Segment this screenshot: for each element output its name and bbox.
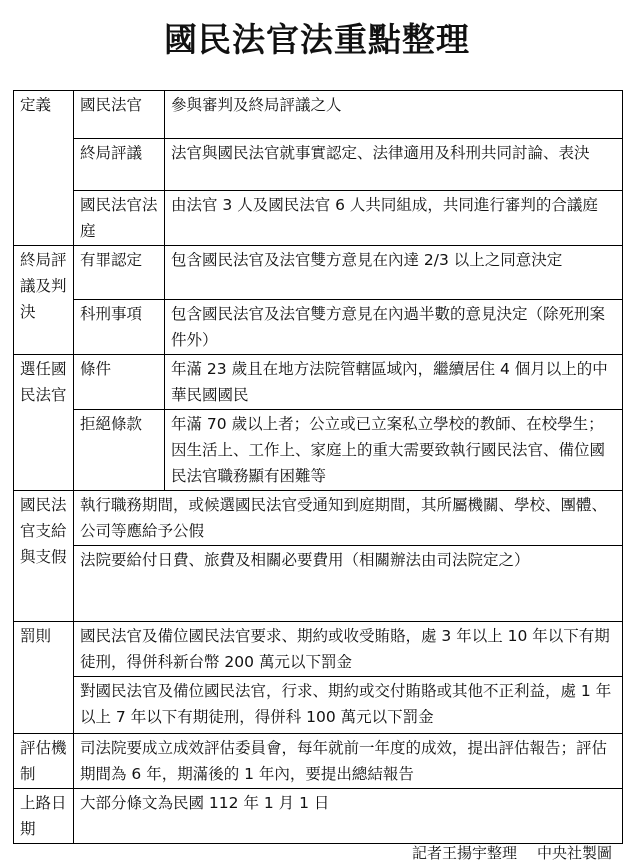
description-cell: 國民法官及備位國民法官要求、期約或收受賄賂，處 3 年以上 10 年以下有期徒刑，得併科新台幣 200 萬元以下罰金 [74, 622, 623, 677]
credit-line [0, 842, 612, 863]
subcategory-cell: 終局評議 [74, 139, 165, 191]
table-row [14, 91, 623, 139]
agency-credit: 中央社製圖 [536, 844, 612, 862]
summary-table [13, 90, 623, 844]
table-row [14, 677, 623, 734]
description-cell: 參與審判及終局評議之人 [165, 91, 623, 139]
category-cell: 國民法官支給與支假 [14, 491, 74, 622]
description-cell: 對國民法官及備位國民法官，行求、期約或交付賄賂或其他不正利益，處 1 年以上 7 年以下有期徒刑，得併科 100 萬元以下罰金 [74, 677, 623, 734]
category-cell: 評估機制 [14, 734, 74, 789]
subcategory-cell: 國民法官法庭 [74, 191, 165, 246]
description-cell: 年滿 23 歲且在地方法院管轄區域內，繼續居住 4 個月以上的中華民國國民 [165, 355, 623, 410]
table-row [14, 622, 623, 677]
description-cell: 法院要給付日費、旅費及相關必要費用（相關辦法由司法院定之） [74, 546, 623, 622]
table-row [14, 734, 623, 789]
description-cell: 包含國民法官及法官雙方意見在內達 2/3 以上之同意決定 [165, 246, 623, 300]
category-cell: 定義 [14, 91, 74, 246]
reporter-credit: 記者王揚宇整理 [411, 844, 517, 862]
page-title: 國民法官法重點整理 [164, 20, 470, 59]
table-row [14, 789, 623, 844]
category-cell: 終局評議及判決 [14, 246, 74, 355]
subcategory-cell: 有罪認定 [74, 246, 165, 300]
description-cell: 由法官 3 人及國民法官 6 人共同組成，共同進行審判的合議庭 [165, 191, 623, 246]
subcategory-cell: 條件 [74, 355, 165, 410]
table-row [14, 355, 623, 410]
subcategory-cell: 科刑事項 [74, 300, 165, 355]
category-cell: 上路日期 [14, 789, 74, 844]
category-cell: 選任國民法官 [14, 355, 74, 491]
table-row [14, 410, 623, 491]
table-row [14, 139, 623, 191]
table-row [14, 191, 623, 246]
table-row [14, 246, 623, 300]
description-cell: 執行職務期間，或候選國民法官受通知到庭期間，其所屬機關、學校、團體、公司等應給予公假 [74, 491, 623, 546]
table-row [14, 546, 623, 622]
description-cell: 年滿 70 歲以上者；公立或已立案私立學校的教師、在校學生；因生活上、工作上、家庭上的重大需要致執行國民法官、備位國民法官職務顯有困難等 [165, 410, 623, 491]
subcategory-cell: 國民法官 [74, 91, 165, 139]
description-cell: 大部分條文為民國 112 年 1 月 1 日 [74, 789, 623, 844]
description-cell: 法官與國民法官就事實認定、法律適用及科刑共同討論、表決 [165, 139, 623, 191]
table-row [14, 491, 623, 546]
subcategory-cell: 拒絕條款 [74, 410, 165, 491]
category-cell: 罰則 [14, 622, 74, 734]
table-row [14, 300, 623, 355]
description-cell: 司法院要成立成效評估委員會，每年就前一年度的成效，提出評估報告；評估期間為 6 年，期滿後的 1 年內，要提出總結報告 [74, 734, 623, 789]
description-cell: 包含國民法官及法官雙方意見在內過半數的意見決定（除死刑案件外） [165, 300, 623, 355]
